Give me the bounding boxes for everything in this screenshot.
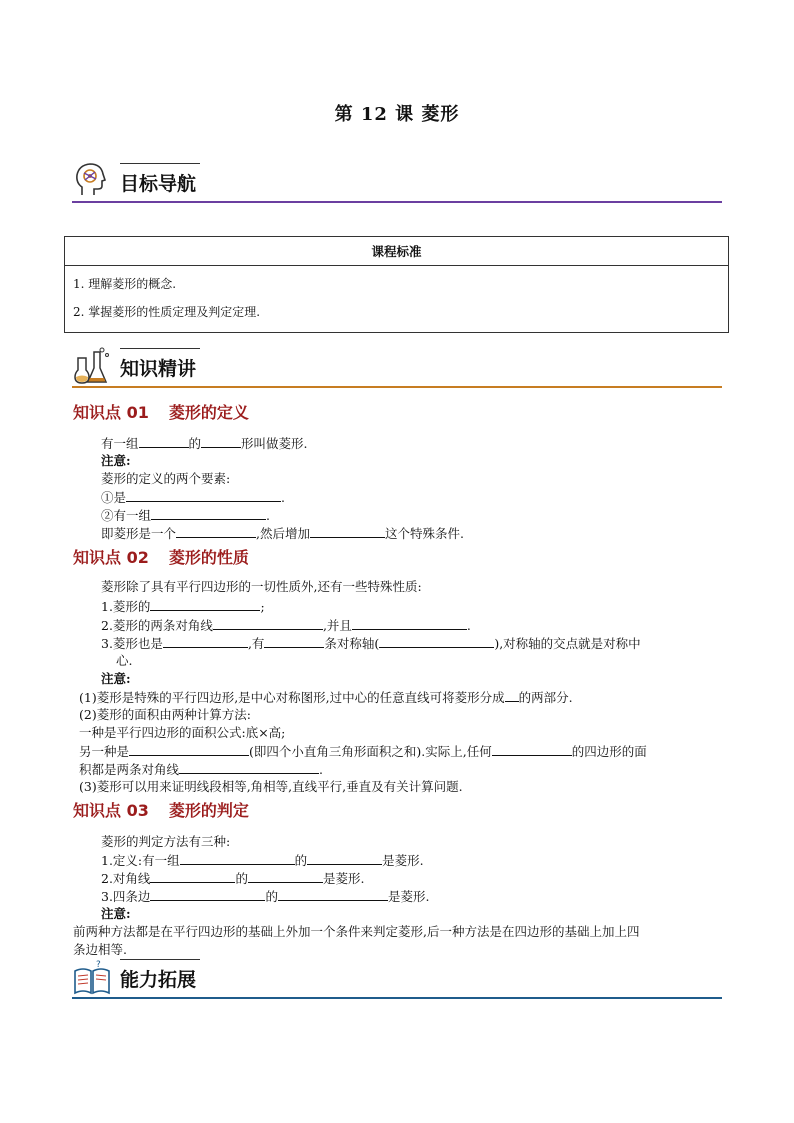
fill-blank[interactable]	[278, 887, 388, 901]
section-goal-rule	[72, 201, 722, 203]
open-book-icon	[72, 957, 112, 997]
kp2-line-4-cont: 心.	[116, 653, 133, 668]
kp1-name: 菱形的定义	[168, 403, 249, 422]
kp2-note-2: (2)菱形的面积由两种计算方法:	[79, 707, 251, 722]
lab-flask-icon	[72, 346, 112, 386]
kp2-number: 知识点 02	[73, 548, 149, 567]
svg-text:?: ?	[96, 960, 101, 970]
kp3-line-3: 2.对角线 的 是菱形.	[101, 871, 365, 886]
fill-blank[interactable]	[150, 869, 235, 883]
kp2-title	[73, 545, 249, 568]
section-knowledge-label: 知识精讲	[120, 358, 197, 380]
kp2-name: 菱形的性质	[168, 548, 249, 567]
fill-blank[interactable]	[176, 524, 256, 538]
kp1-line-2: 菱形的定义的两个要素:	[101, 471, 231, 486]
fill-blank[interactable]	[129, 742, 249, 756]
section-extend-label: 能力拓展	[120, 969, 197, 991]
fill-blank[interactable]	[264, 634, 324, 648]
section-knowledge-header	[72, 346, 722, 392]
kp2-note-4: 另一种是 (即四个小直角三角形面积之和).实际上,任何 的四边形的面	[79, 744, 647, 759]
section-knowledge-rule	[72, 386, 722, 388]
fill-blank[interactable]	[492, 742, 572, 756]
kp2-line-3: 2.菱形的两条对角线 ,并且 .	[101, 618, 471, 633]
section-goal-label: 目标导航	[120, 173, 197, 195]
fill-blank[interactable]	[201, 434, 241, 448]
course-standard-content	[65, 266, 729, 333]
kp2-note-6: (3)菱形可以用来证明线段相等,角相等,直线平行,垂直及有关计算问题.	[79, 779, 463, 794]
fill-blank[interactable]	[163, 634, 248, 648]
kp1-line-4: ②有一组 .	[101, 508, 270, 523]
kp1-note-label: 注意:	[101, 453, 131, 468]
kp2-note-5: 积都是两条对角线 .	[79, 762, 323, 777]
standard-item-1: 1. 理解菱形的概念.	[73, 277, 177, 291]
kp2-line-4: 3.菱形也是 ,有 条对称轴( ),对称轴的交点就是对称中	[101, 636, 641, 651]
page-title: 第 12 课 菱形	[334, 104, 460, 125]
course-standard-table	[64, 236, 729, 333]
fill-blank[interactable]	[307, 851, 382, 865]
kp2-line-1: 菱形除了具有平行四边形的一切性质外,还有一些特殊性质:	[101, 579, 422, 594]
header-decoration-line	[120, 348, 200, 349]
kp1-line-1: 有一组 的 形叫做菱形.	[101, 436, 308, 451]
kp2-note-1: (1)菱形是特殊的平行四边形,是中心对称图形,过中心的任意直线可将菱形分成 的两部分.	[79, 690, 573, 705]
kp1-line-3: ①是 .	[101, 490, 285, 505]
header-decoration-line	[120, 959, 200, 960]
section-goal-header	[72, 161, 722, 207]
fill-blank[interactable]	[352, 616, 467, 630]
kp3-note-label: 注意:	[101, 906, 131, 921]
fill-blank[interactable]	[379, 634, 494, 648]
fill-blank[interactable]	[505, 688, 519, 702]
kp1-line-5: 即菱形是一个 ,然后增加 这个特殊条件.	[101, 526, 464, 541]
kp3-title	[73, 798, 249, 821]
kp3-line-1: 菱形的判定方法有三种:	[101, 834, 231, 849]
fill-blank[interactable]	[150, 887, 265, 901]
section-extend-header	[72, 957, 722, 1003]
fill-blank[interactable]	[139, 434, 189, 448]
standard-item-2: 2. 掌握菱形的性质定理及判定定理.	[73, 305, 261, 319]
kp2-line-2: 1.菱形的 ;	[101, 599, 265, 614]
fill-blank[interactable]	[310, 524, 385, 538]
fill-blank[interactable]	[213, 616, 323, 630]
kp3-number: 知识点 03	[73, 801, 149, 820]
fill-blank[interactable]	[179, 760, 319, 774]
fill-blank[interactable]	[150, 597, 260, 611]
fill-blank[interactable]	[126, 488, 281, 502]
head-gear-icon	[72, 161, 112, 201]
kp1-number: 知识点 01	[73, 403, 149, 422]
course-standard-header: 课程标准	[65, 237, 729, 266]
kp3-line-2: 1.定义:有一组 的 是菱形.	[101, 853, 424, 868]
kp3-note-para-2: 条边相等.	[73, 942, 127, 957]
section-extend-rule	[72, 997, 722, 999]
kp3-line-4: 3.四条边 的 是菱形.	[101, 889, 430, 904]
kp2-note-label: 注意:	[101, 671, 131, 686]
fill-blank[interactable]	[151, 506, 266, 520]
kp2-note-3: 一种是平行四边形的面积公式:底×高;	[79, 725, 286, 740]
fill-blank[interactable]	[180, 851, 295, 865]
kp3-name: 菱形的判定	[168, 801, 249, 820]
kp1-title	[73, 400, 249, 423]
header-decoration-line	[120, 163, 200, 164]
fill-blank[interactable]	[248, 869, 323, 883]
kp3-note-para-1: 前两种方法都是在平行四边形的基础上外加一个条件来判定菱形,后一种方法是在四边形的基础上加上四	[73, 924, 640, 939]
